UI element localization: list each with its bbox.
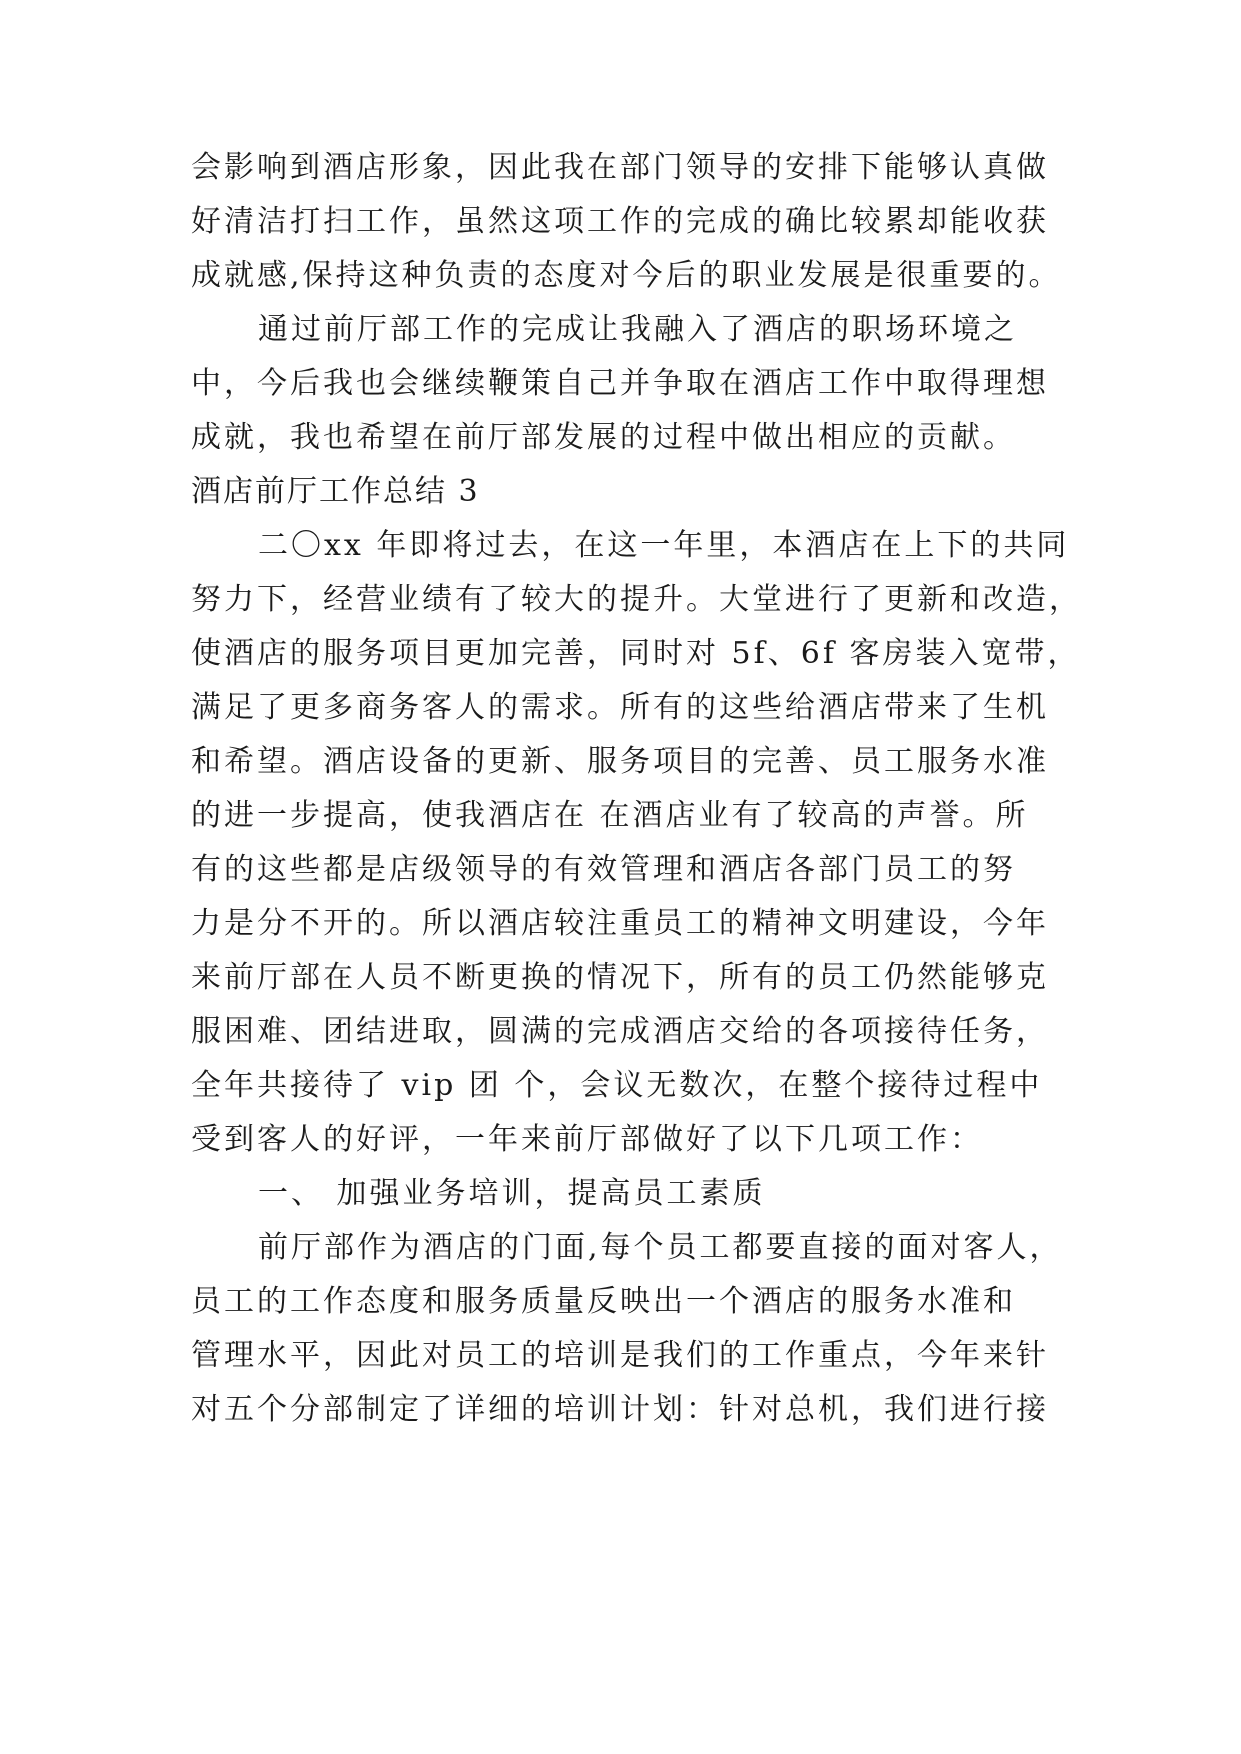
paragraph-line: 前厅部作为酒店的门面,每个员工都要直接的面对客人，	[258, 1230, 1063, 1265]
paragraph-line: 成就感,保持这种负责的态度对今后的职业发展是很重要的。	[191, 258, 1062, 293]
paragraph-line: 努力下，经营业绩有了较大的提升。大堂进行了更新和改造，	[191, 582, 1082, 617]
paragraph-line: 的进一步提高，使我酒店在 在酒店业有了较高的声誉。所	[191, 798, 1029, 833]
paragraph-line: 管理水平，因此对员工的培训是我们的工作重点，今年来针	[191, 1338, 1049, 1373]
paragraph-line: 成就，我也希望在前厅部发展的过程中做出相应的贡献。	[191, 420, 1016, 455]
paragraph-line: 受到客人的好评，一年来前厅部做好了以下几项工作：	[191, 1122, 983, 1157]
paragraph-line: 员工的工作态度和服务质量反映出一个酒店的服务水准和	[191, 1284, 1016, 1319]
paragraph-line: 二〇xx 年即将过去，在这一年里，本酒店在上下的共同	[258, 528, 1070, 563]
paragraph-line: 和希望。酒店设备的更新、服务项目的完善、员工服务水准	[191, 744, 1049, 779]
paragraph-line: 使酒店的服务项目更加完善，同时对 5f、6f 客房装入宽带，	[191, 636, 1081, 671]
paragraph-line: 满足了更多商务客人的需求。所有的这些给酒店带来了生机	[191, 690, 1049, 725]
paragraph-line: 好清洁打扫工作，虽然这项工作的完成的确比较累却能收获	[191, 204, 1049, 239]
paragraph-line: 对五个分部制定了详细的培训计划：针对总机，我们进行接	[191, 1392, 1049, 1427]
paragraph-line: 力是分不开的。所以酒店较注重员工的精神文明建设，今年	[191, 906, 1049, 941]
paragraph-line: 通过前厅部工作的完成让我融入了酒店的职场环境之	[258, 312, 1017, 347]
paragraph-line: 中，今后我也会继续鞭策自己并争取在酒店工作中取得理想	[191, 366, 1049, 401]
subsection-heading: 一、 加强业务培训，提高员工素质	[258, 1176, 766, 1211]
paragraph-line: 会影响到酒店形象，因此我在部门领导的安排下能够认真做	[191, 150, 1049, 185]
paragraph-line: 全年共接待了 vip 团 个，会议无数次，在整个接待过程中	[191, 1068, 1043, 1103]
section-heading: 酒店前厅工作总结 3	[191, 474, 480, 509]
paragraph-line: 有的这些都是店级领导的有效管理和酒店各部门员工的努	[191, 852, 1016, 887]
paragraph-line: 来前厅部在人员不断更换的情况下，所有的员工仍然能够克	[191, 960, 1049, 995]
paragraph-line: 服困难、团结进取，圆满的完成酒店交给的各项接待任务，	[191, 1014, 1049, 1049]
